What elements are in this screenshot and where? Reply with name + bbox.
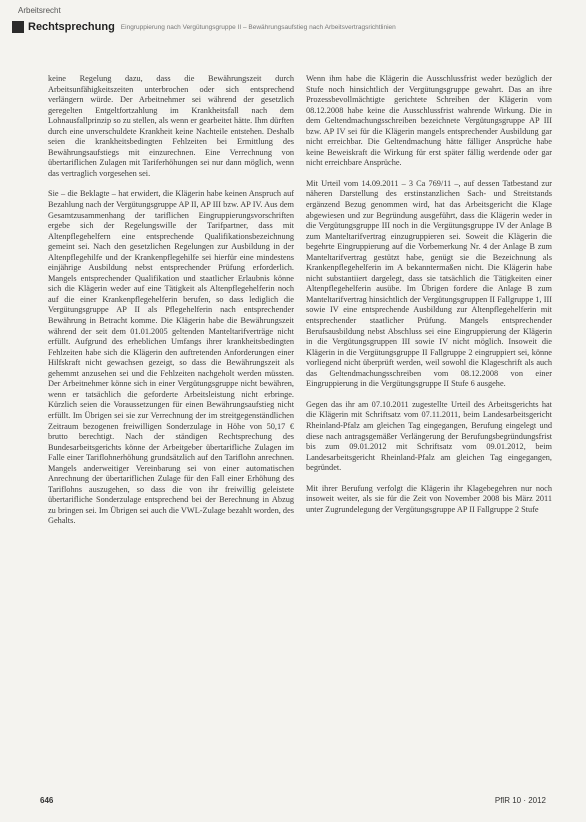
section-label: Arbeitsrecht	[18, 6, 61, 15]
left-column	[48, 74, 294, 537]
header-subtitle: Eingruppierung nach Vergütungsgruppe II – Bewährungsaufstieg nach Arbeitsvertragsrichtlinien	[120, 23, 396, 31]
header-title: Rechtsprechung	[28, 21, 115, 33]
page-footer	[0, 796, 586, 810]
paragraph: Gegen das ihr am 07.10.2011 zugestellte Urteil des Arbeitsgerichts hat die Klägerin mit Schriftsatz vom 07.11.2011, beim Landesarbeitsgericht Rheinland-Pfalz am gleichen Tag eingegangen, Berufung eingelegt und diese nach antragsgemäßer Verlängerung der Berufungsbegründungsfrist bis zum 09.01.2012 mit Schriftsatz vom 09.01.2012, beim Landesarbeitsgericht Rheinland-Pfalz am gleichen Tag eingegangen, begründet.	[306, 399, 552, 473]
paragraph: keine Regelung dazu, dass die Bewährungszeit durch Arbeitsunfähigkeitszeiten unterbrochen oder sich entsprechend verlängern würde. Der Arbeitnehmer sei während der gesetzlich geregelten Entgeltfortzahlung im Krankheitsfall nach dem Lohnausfallprinzip so zu stellen, als wenn er gearbeitet hätte. Ihm dürften durch eine unverschuldete Krankheit keine Nachteile entstehen. Deshalb seien die krankheitsbedingten Fehlzeiten bei Ermittlung des Bewährungsaufstiegs mit einzurechnen. Eine Verrechnung von übertariflichen Zulagen mit Tariferhöhungen sei nur dann möglich, wenn das vertraglich vorgesehen sei.	[48, 74, 294, 178]
right-column	[306, 74, 552, 525]
header-marker-icon	[12, 21, 24, 33]
page-number: 646	[40, 796, 54, 805]
paragraph: Sie – die Beklagte – hat erwidert, die Klägerin habe keinen Anspruch auf Bezahlung nach der Vergütungsgruppe AP II, AP III bzw. AP IV. Aus dem Gesamtzusammenhang der tariflichen Eingruppierungsvorschriften ergebe sich der Regelungswille der Tarifpartner, dass mit Altenpflegehelfern eine entsprechende Qualifikationsbezeichnung gemeint sei. Nach den gesetzlichen Regelungen zur Ausbildung in der Altenpflegehilfe und der Krankenpflegehilfe sei hierfür eine mindestens einjährige Ausbildung nebst entsprechender Prüfung erforderlich. Mangels entsprechender Qualifikation und staatlicher Erlaubnis könne sich die Klägerin weder auf eine Tätigkeit als Altenpflegehelferin noch auf die einer Krankenpflegehelferin berufen, so dass lediglich die Vergütungsgruppe AP II als Pflegehelferin nach entsprechender Bewährung in Betracht komme. Die Klägerin habe die Bewährungszeit während der seit dem 01.01.2005 geltenden Manteltarifverträge nicht erfüllt. Aufgrund des erheblichen Umfangs ihrer krankheitsbedingten Fehlzeiten habe sich die Klägerin den auftretenden Anforderungen einer Hilfskraft nicht gewachsen gezeigt, so dass die Bewährungszeit als gehemmt anzusehen sei und die Fehlzeiten nachgeholt werden müssten. Der Arbeitnehmer könne sich in einer Vergütungsgruppe nicht bewähren, wenn er tatsächlich die geforderte Arbeitsleistung nicht erbringe. Kürzlich seien die Voraussetzungen für einen Bewährungsaufstieg nicht erfüllt. Im Übrigen sei sie zur Verrechnung der im streitgegenständlichen Zeitraum bezogenen freiwilligen Sonderzulage in Höhe von 50,17 € brutto berechtigt. Nach der ständigen Rechtsprechung des Bundesarbeitsgerichts könne der Arbeitgeber übertarifliche Zulagen im Falle einer Tariflohnerhöhung grundsätzlich auf den Tariflohn anrechnen. Mangels anderweitiger Vereinbarung sei von einer automatischen Anrechnung der übertariflichen Zulage für den Fall einer Erhöhung des Tariflohns auszugehen, so dass die von ihr freiwillig geleistete übertarifliche Sonderzulage entsprechend bei der Berechnung in Abzug zu bringen sei. Im Übrigen sei auch die VWL-Zulage bezahlt worden, des Gehalts.	[48, 189, 294, 526]
page-header	[12, 20, 572, 34]
paragraph: Wenn ihm habe die Klägerin die Ausschlussfrist weder bezüglich der Stufe noch hinsichtlich der Vergütungsgruppe gewahrt. Das an ihre Prozessbevollmächtigte gerichtete Schreiben der Klägerin vom 08.12.2008 habe keine die Ausschlussfrist wahrende Wirkung. Die in dem Geltendmachungsschreiben bezeichnete Vergütungsgruppe AP III bzw. AP IV sei für die Klägerin mangels entsprechender Ausbildung gar nicht erreichbar. Die Geltendmachung hätte fälliger Ansprüche habe keine Beweiskraft die Wirkung für erst später fällig werdende oder gar nicht erreichbare Ansprüche.	[306, 74, 552, 168]
journal-reference: PflR 10 · 2012	[494, 796, 546, 805]
paragraph: Mit Urteil vom 14.09.2011 – 3 Ca 769/11 –, auf dessen Tatbestand zur näheren Darstellung des erstinstanzlichen Sach- und Streitstands ergänzend Bezug genommen wird, hat das Arbeitsgericht die Klage abgewiesen und zur Begründung ausgeführt, dass die Klägerin weder in die Vergütungsgruppe III noch in die Vergütungsgruppe IV der Anlage B zum Manteltarifvertrag einzugruppieren sei. Soweit die Klägerin die begehrte Eingruppierung auf die Vorbemerkung Nr. 4 der Anlage B zum Manteltarifvertrag gestützt habe, genügt sie die Bezeichnung als Krankenpflegehelferin im A bekanntermaßen nicht. Die Klägerin habe nicht substantiiert dargelegt, dass sie tatsächlich die Tätigkeiten einer Altenpflegehelferin ausübe. Im Übrigen fordere die Anlage B zum Manteltarifvertrag hinsichtlich der Vergütungsgruppen II Fallgruppe 1, III sowie IV eine entsprechende Ausbildung zur Altenpflegehelferin mit entsprechender staatlicher Prüfung. Mangels entsprechender Berufsausbildung nebst Abschluss sei eine Eingruppierung der Klägerin in die Vergütungsgruppen III sowie IV nicht möglich. Insoweit die Klägerin in die Vergütungsgruppe II Fallgruppe 2 eingruppiert sei, könne vorliegend nicht überprüft werden, weil sowohl die Klageschrift als auch das Geltendmachungsschreiben vom 08.12.2008 von einer Eingruppierung in die Vergütungsgruppe II Stufe 6 ausgehe.	[306, 178, 552, 389]
paragraph: Mit ihrer Berufung verfolgt die Klägerin ihr Klagebegehren nur noch insoweit weiter, als sie für die Zeit von November 2008 bis März 2011 unter Zugrundelegung der Vergütungsgruppe AP II Fallgruppe 2 Stufe	[306, 483, 552, 514]
